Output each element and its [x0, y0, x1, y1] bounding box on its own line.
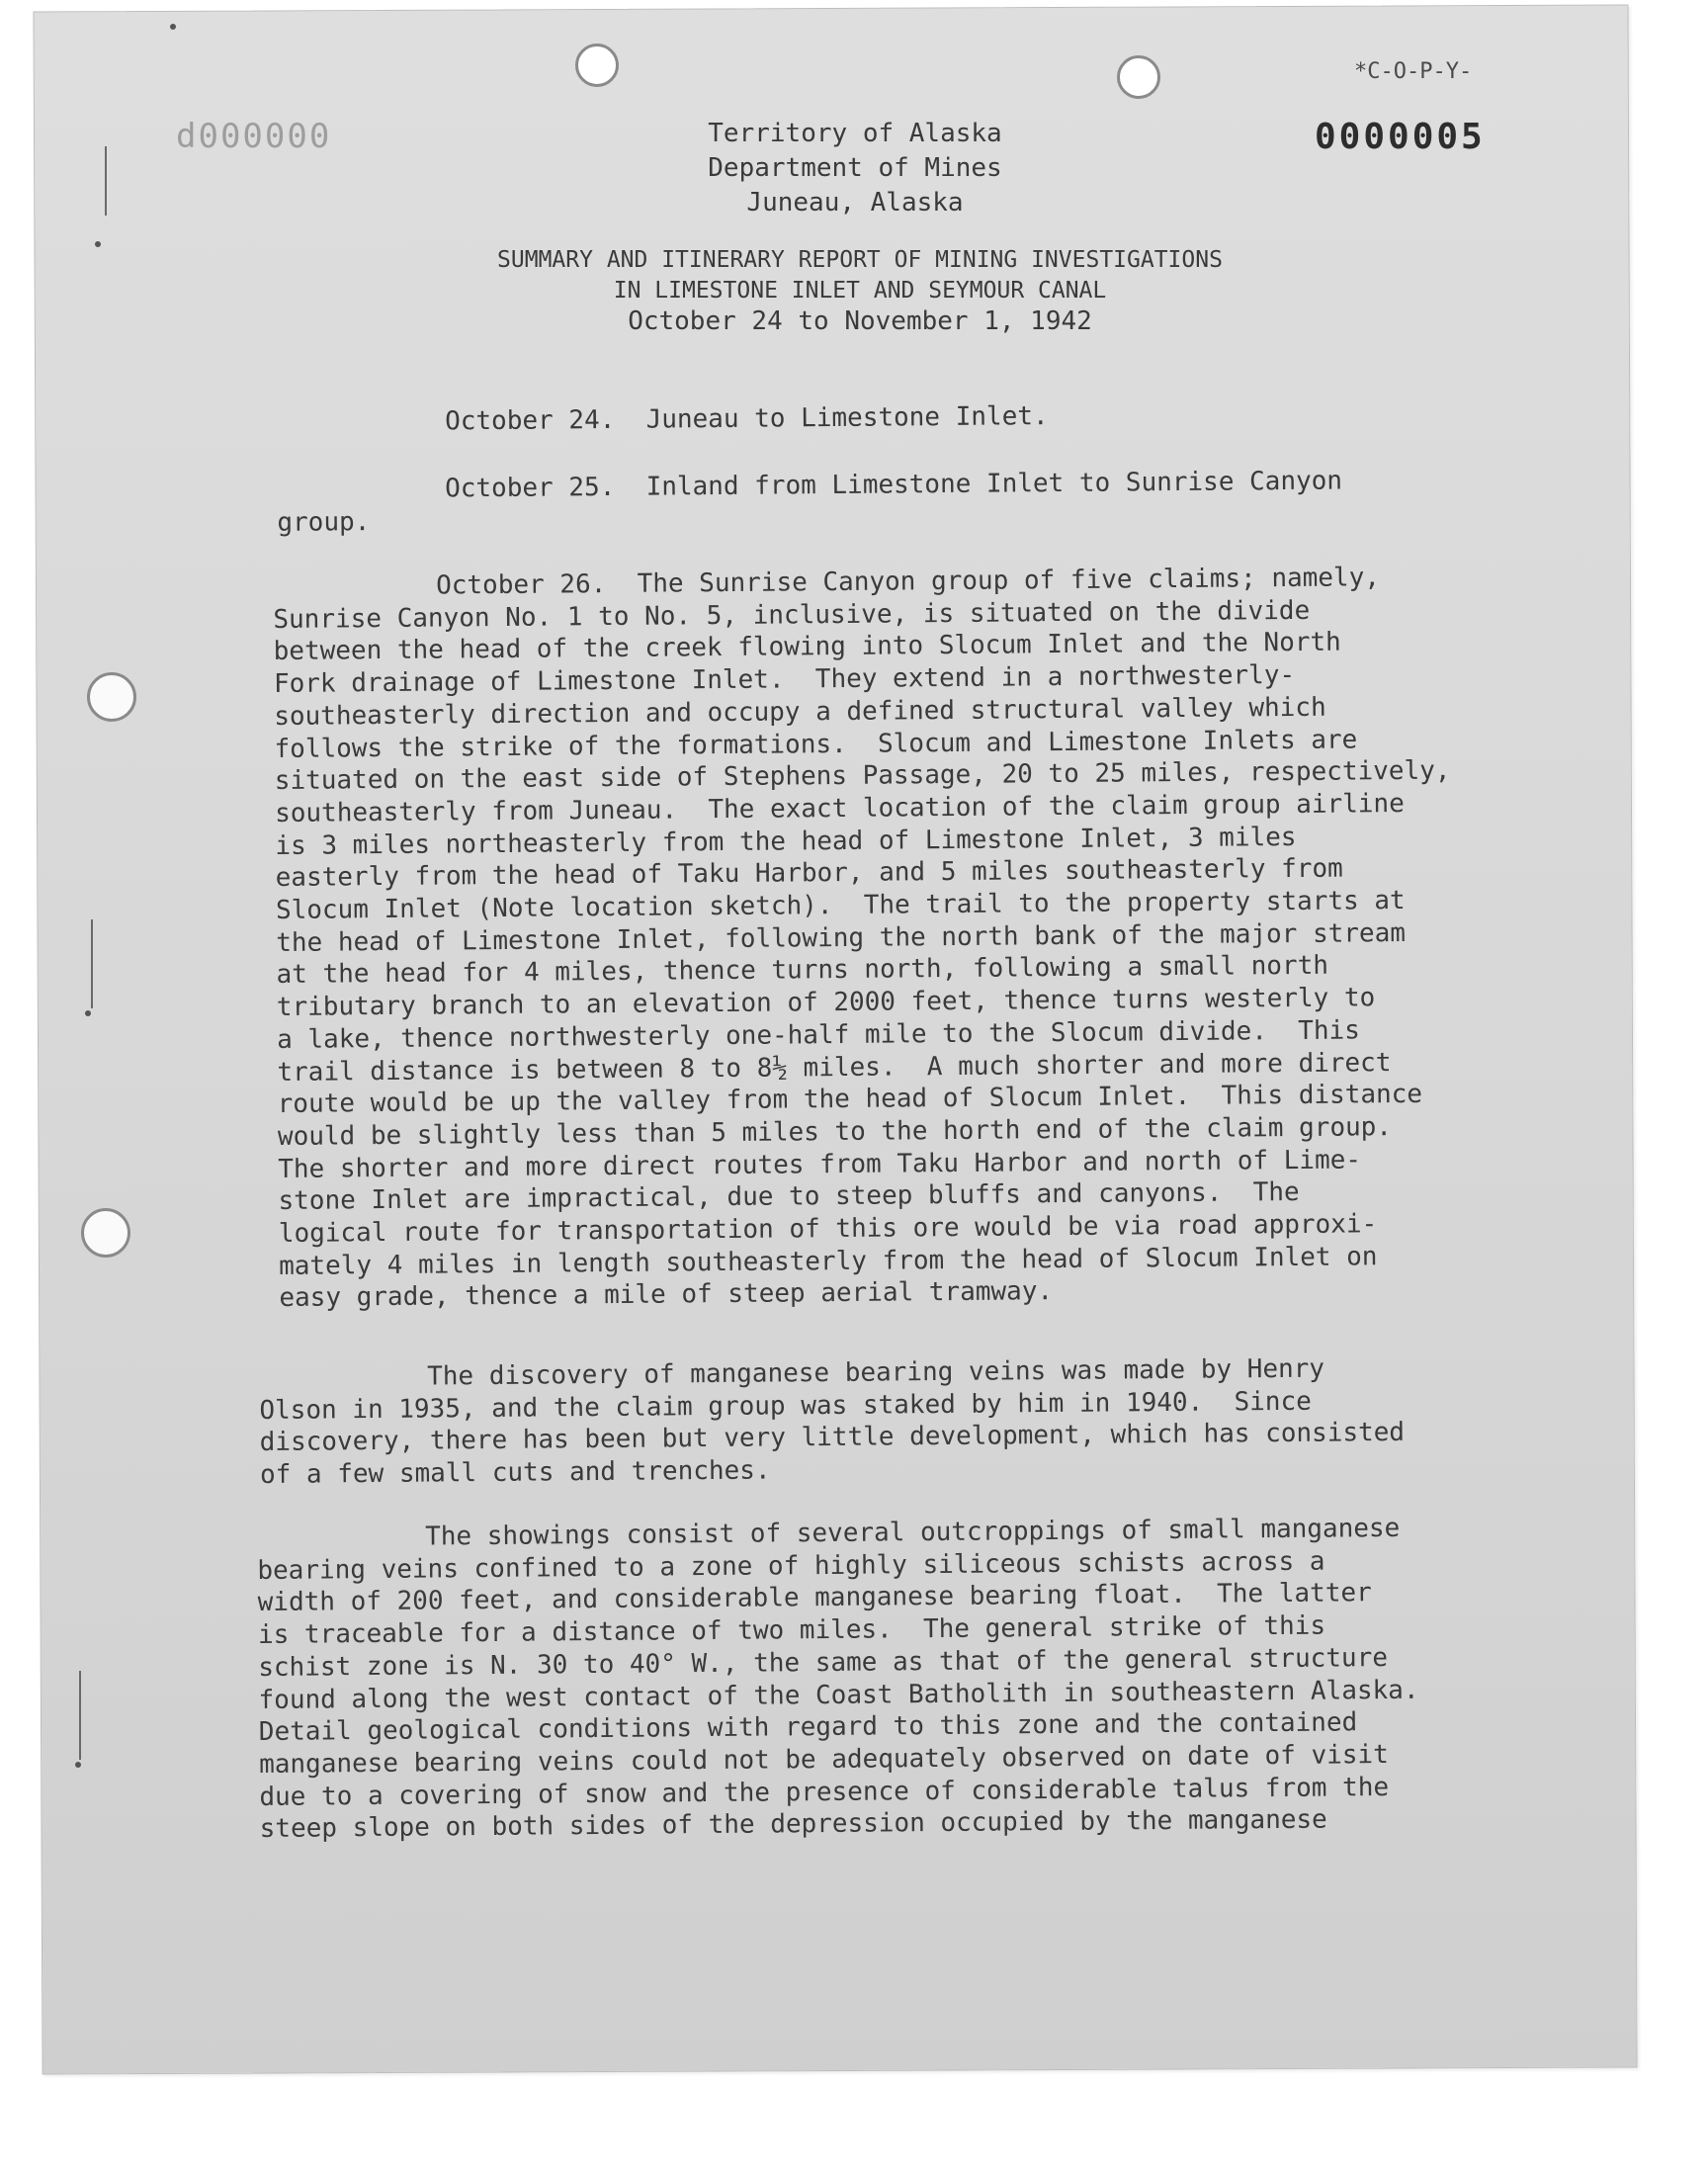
punch-hole-top-left: [575, 44, 619, 87]
letterhead: [692, 117, 1018, 220]
entry-line: October 24. Juneau to Limestone Inlet.: [445, 401, 1049, 437]
letterhead-line: Department of Mines: [708, 153, 1002, 183]
paragraph-line: between the head of the creek flowing into Slocum Inlet and the North: [273, 627, 1341, 667]
margin-dot: [75, 1762, 81, 1768]
margin-dot: [95, 241, 101, 247]
paragraph-line: route would be up the valley from the head of Slocum Inlet. This distance: [277, 1080, 1423, 1120]
paragraph-line: easy grade, thence a mile of steep aerial tramway.: [279, 1276, 1054, 1314]
paragraph-line: The discovery of manganese bearing veins was made by Henry: [427, 1353, 1325, 1392]
letterhead-line: Territory of Alaska: [708, 119, 1002, 148]
paragraph-line: bearing veins confined to a zone of highly siliceous schists across a: [257, 1546, 1325, 1586]
paragraph-line: manganese bearing veins could not be adequately observed on date of visit: [259, 1739, 1389, 1780]
paragraph-line: tributary branch to an elevation of 2000 feet, thence turns westerly to: [276, 983, 1376, 1023]
paragraph-line: southeasterly from Juneau. The exact location of the claim group airline: [275, 788, 1405, 828]
paragraph-line: easterly from the head of Taku Harbor, and 5 miles southeasterly from: [275, 853, 1343, 894]
paragraph-line: at the head for 4 miles, thence turns north, following a small north: [276, 951, 1329, 991]
paragraph-line: trail distance is between 8 to 8½ miles. A much shorter and more direct: [277, 1047, 1392, 1088]
faded-stamp-number: d000000: [176, 117, 332, 156]
paragraph-line: is traceable for a distance of two miles. The general strike of this: [257, 1610, 1326, 1651]
punch-hole-side-lower: [81, 1208, 130, 1258]
paragraph-discovery: [259, 1351, 1515, 1492]
paragraph-line: The shorter and more direct routes from Taku Harbor and north of Lime-: [278, 1145, 1362, 1184]
paragraph-line: found along the west contact of the Coast Batholith in southeastern Alaska.: [258, 1675, 1419, 1715]
paragraph-line: southeasterly direction and occupy a defined structural valley which: [274, 692, 1326, 732]
paragraph-line: The showings consist of several outcroppings of small manganese: [425, 1513, 1401, 1552]
copy-mark: *C-O-P-Y-: [1354, 59, 1473, 84]
paragraph-line: Sunrise Canyon No. 1 to No. 5, inclusive, is situated on the divide: [273, 595, 1311, 635]
margin-mark: [79, 1671, 81, 1760]
paragraph-line: Slocum Inlet (Note location sketch). The trail to the property starts at: [275, 886, 1406, 926]
paragraph-showings: [257, 1512, 1515, 1846]
paragraph-line: mately 4 miles in length southeasterly from the head of Slocum Inlet on: [279, 1242, 1378, 1281]
entry-line: group.: [277, 506, 371, 538]
paragraph-line: Detail geological conditions with regard to this zone and the contained: [258, 1707, 1358, 1748]
letterhead-line: Juneau, Alaska: [746, 188, 964, 218]
paragraph-line: width of 200 feet, and considerable manganese bearing float. The latter: [257, 1578, 1372, 1618]
document-number: 0000005: [1315, 117, 1486, 157]
paragraph-oct26: [273, 561, 1535, 1315]
paragraph-line: follows the strike of the formations. Slocum and Limestone Inlets are: [274, 724, 1358, 764]
entry-oct25: [267, 464, 1523, 539]
paragraph-line: Fork drainage of Limestone Inlet. They extend in a northwesterly-: [273, 660, 1296, 700]
paragraph-line: steep slope on both sides of the depression occupied by the manganese: [259, 1804, 1327, 1845]
title-date-line: October 24 to November 1, 1942: [628, 306, 1092, 336]
paragraph-line: logical route for transportation of this ore would be via road approxi-: [278, 1209, 1378, 1250]
paragraph-line: is 3 miles northeasterly from the head of Limestone Inlet, 3 miles: [275, 822, 1297, 861]
report-title: [326, 245, 1394, 337]
paragraph-line: of a few small cuts and trenches.: [259, 1455, 771, 1491]
paragraph-line: situated on the east side of Stephens Passage, 20 to 25 miles, respectively,: [274, 755, 1451, 797]
paragraph-line: stone Inlet are impractical, due to steep bluffs and canyons. The: [278, 1177, 1300, 1217]
title-line: IN LIMESTONE INLET AND SEYMOUR CANAL: [613, 278, 1107, 304]
margin-mark: [91, 919, 93, 1008]
paragraph-line: schist zone is N. 30 to 40° W., the same as that of the general structure: [258, 1642, 1389, 1683]
title-line: SUMMARY AND ITINERARY REPORT OF MINING INVESTIGATIONS: [497, 247, 1223, 273]
entry-line: October 25. Inland from Limestone Inlet to Sunrise Canyon: [445, 466, 1343, 504]
paragraph-line: a lake, thence northwesterly one-half mile to the Slocum divide. This: [277, 1015, 1360, 1055]
paragraph-line: discovery, there has been but very little development, which has consisted: [259, 1418, 1406, 1458]
paragraph-line: due to a covering of snow and the presence of considerable talus from the: [259, 1772, 1390, 1812]
punch-hole-side-upper: [87, 672, 136, 722]
margin-mark: [105, 146, 107, 216]
paragraph-line: would be slightly less than 5 miles to the horth end of the claim group.: [277, 1112, 1393, 1152]
margin-dot: [85, 1010, 91, 1016]
margin-dot: [170, 24, 176, 30]
punch-hole-top-right: [1117, 55, 1160, 99]
paragraph-line: the head of Limestone Inlet, following the north bank of the major stream: [276, 917, 1407, 958]
paragraph-line: Olson in 1935, and the claim group was staked by him in 1940. Since: [259, 1386, 1312, 1426]
paragraph-line: October 26. The Sunrise Canyon group of five claims; namely,: [436, 563, 1381, 601]
